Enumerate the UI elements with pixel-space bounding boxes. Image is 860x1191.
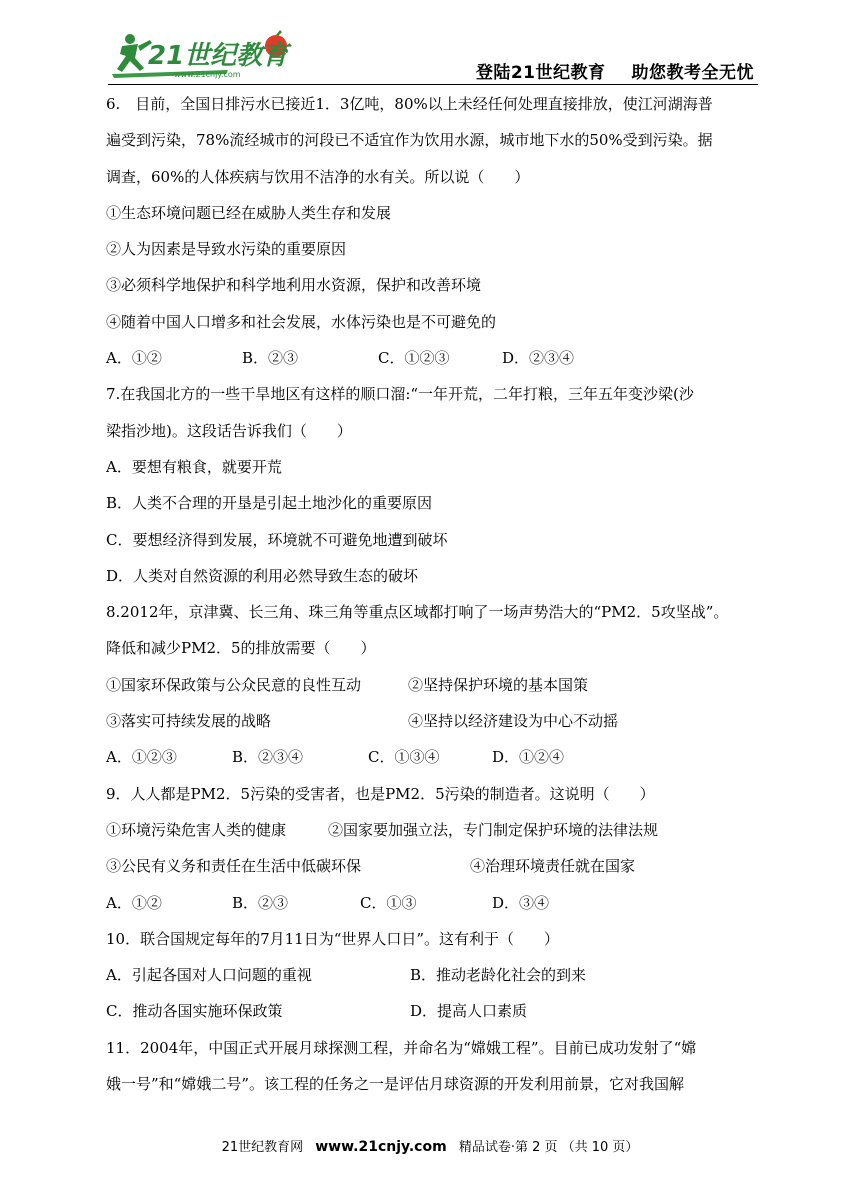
q8-item-3: ③落实可持续发展的战略 — [106, 712, 272, 731]
q10-options-row-1 — [106, 957, 756, 993]
q8-item-2: ②坚持保护环境的基本国策 — [408, 675, 589, 694]
q9-item-1: ①环境污染危害人类的健康 — [106, 820, 287, 839]
q8-option-a: A．①②③ — [106, 748, 177, 767]
footer-left: 21世纪教育网 — [221, 1140, 304, 1155]
q9-options — [106, 885, 756, 921]
q8-items-row-2 — [106, 703, 756, 739]
logo-url: www.21cnjy.com — [174, 70, 241, 79]
slogan-left: 登陆21世纪教育 — [475, 63, 606, 83]
q8-items-row-1 — [106, 667, 756, 703]
q9-line-1: 9．人人都是PM2．5污染的受害者，也是PM2．5污染的制造者。这说明（ ） — [106, 784, 655, 803]
site-logo — [108, 30, 298, 82]
q6-option-d: D．②③④ — [502, 349, 575, 368]
q7-option-c: C．要想经济得到发展，环境就不可避免地遭到破坏 — [106, 530, 448, 549]
slogan-right: 助您教考全无忧 — [631, 63, 754, 83]
page-footer — [0, 1136, 860, 1155]
logo-text: 21世纪教育 — [148, 41, 289, 71]
q6-line-2: 遍受到污染，78%流经城市的河段已不适宜作为饮用水源，城市地下水的50%受到污染。据 — [106, 131, 713, 150]
page-header — [108, 28, 758, 84]
q9-option-c: C．①③ — [360, 893, 417, 912]
q8-option-d: D．①②④ — [492, 748, 565, 767]
q6-line-1: 6. 目前，全国日排污水已接近1．3亿吨，80%以上未经任何处理直接排放，使江河湖海普 — [106, 95, 713, 113]
q10-line-1: 10．联合国规定每年的7月11日为“世界人口日”。这有利于（ ） — [106, 929, 560, 948]
q7-option-b: B．人类不合理的开垦是引起土地沙化的重要原因 — [106, 494, 433, 513]
header-slogan — [476, 58, 754, 83]
q8-option-c: C．①③④ — [368, 748, 440, 767]
header-divider — [108, 84, 758, 85]
q10-option-b: B．推动老龄化社会的到来 — [410, 966, 587, 985]
q9-item-4: ④治理环境责任就在国家 — [470, 857, 636, 876]
q8-item-4: ④坚持以经济建设为中心不动摇 — [408, 712, 619, 731]
q7-line-1: 7.在我国北方的一些干旱地区有这样的顺口溜:“一年开荒，二年打粮，三年五年变沙梁(沙 — [106, 385, 694, 404]
q6-item-2: ②人为因素是导致水污染的重要原因 — [106, 240, 347, 259]
q9-items-row-1 — [106, 812, 756, 848]
footer-site-link[interactable]: www.21cnjy.com — [315, 1139, 447, 1155]
q8-line-1: 8.2012年，京津冀、长三角、珠三角等重点区域都打响了一场声势浩大的“PM2．5攻坚战”。 — [106, 603, 729, 622]
q6-line-3: 调查，60%的人体疾病与饮用不洁净的水有关。所以说（ ） — [106, 167, 530, 186]
q10-options-row-2 — [106, 993, 756, 1029]
q9-option-a: A．①② — [106, 893, 162, 912]
q9-option-b: B．②③ — [232, 893, 289, 912]
q7-option-d: D．人类对自然资源的利用必然导致生态的破坏 — [106, 566, 419, 585]
q7-option-a: A．要想有粮食，就要开荒 — [106, 457, 282, 476]
q8-item-1: ①国家环保政策与公众民意的良性互动 — [106, 675, 362, 694]
q6-options — [106, 340, 756, 376]
q8-option-b: B．②③④ — [232, 748, 304, 767]
q8-line-2: 降低和减少PM2．5的排放需要（ ） — [106, 639, 376, 658]
q6-option-b: B．②③ — [242, 349, 299, 368]
q7-line-2: 梁指沙地)。这段话告诉我们（ ） — [106, 421, 352, 440]
q6-item-4: ④随着中国人口增多和社会发展，水体污染也是不可避免的 — [106, 312, 497, 331]
q6-option-c: C．①②③ — [378, 349, 450, 368]
q10-option-a: A．引起各国对人口问题的重视 — [106, 966, 312, 985]
q10-option-d: D．提高人口素质 — [410, 1002, 528, 1021]
q6-option-a: A．①② — [106, 349, 162, 368]
q8-options — [106, 739, 756, 775]
q11-line-1: 11．2004年，中国正式开展月球探测工程，并命名为“嫦娥工程”。目前已成功发射了“嫦 — [106, 1038, 697, 1057]
q10-option-c: C．推动各国实施环保政策 — [106, 1002, 283, 1021]
footer-page-info: 精品试卷·第 2 页 （共 10 页） — [458, 1140, 639, 1155]
q6-item-1: ①生态环境问题已经在威胁人类生存和发展 — [106, 203, 392, 222]
q6-item-3: ③必须科学地保护和科学地利用水资源，保护和改善环境 — [106, 276, 482, 295]
q11-line-2: 娥一号”和“嫦娥二号”。该工程的任务之一是评估月球资源的开发利用前景，它对我国解 — [106, 1075, 685, 1094]
q9-option-d: D．③④ — [492, 893, 550, 912]
q9-item-3: ③公民有义务和责任在生活中低碳环保 — [106, 857, 362, 876]
q9-items-row-2 — [106, 848, 756, 884]
question-list — [106, 86, 756, 1102]
q9-item-2: ②国家要加强立法，专门制定保护环境的法律法规 — [328, 820, 659, 839]
